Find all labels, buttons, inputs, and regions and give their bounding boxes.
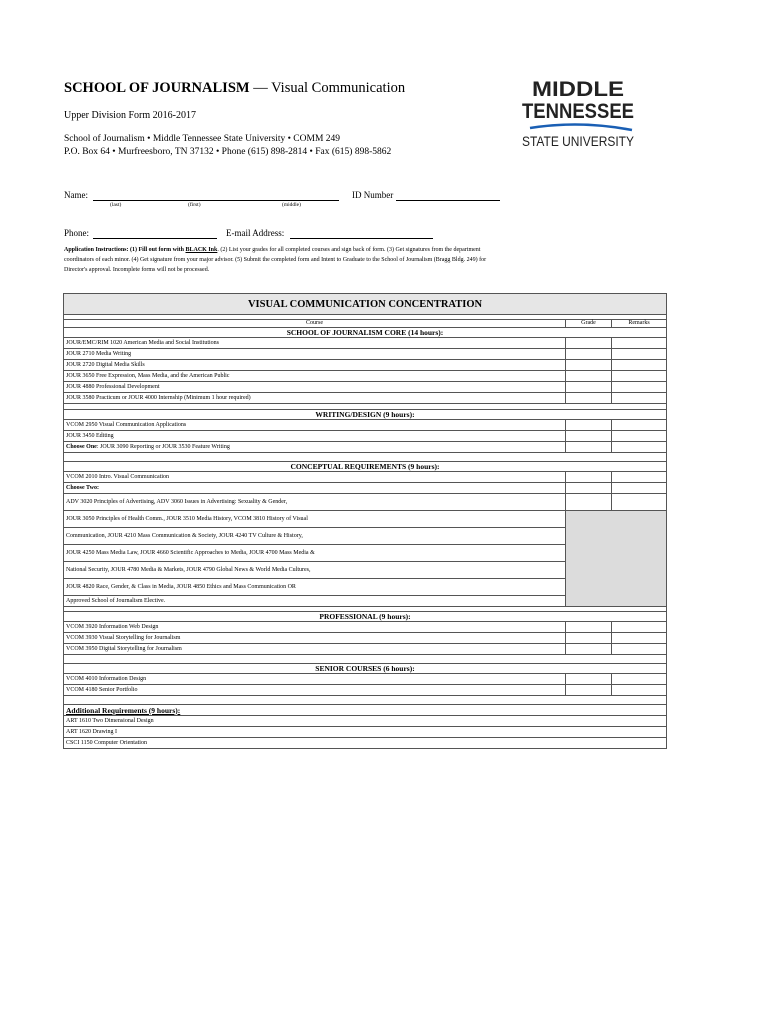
table-row: JOUR 3580 Practicum or JOUR 4000 Internship (Minimum 1 hour required): [64, 393, 667, 404]
table-row: CSCI 1150 Computer Orientation: [64, 738, 667, 749]
grade-cell[interactable]: [566, 360, 612, 371]
table-heading: VISUAL COMMUNICATION CONCENTRATION: [64, 294, 667, 315]
grade-cell[interactable]: [566, 633, 612, 644]
name-first-hint: (first): [188, 202, 201, 208]
remarks-cell[interactable]: [612, 633, 667, 644]
email-field[interactable]: [290, 238, 433, 239]
table-row: VCOM 3930 Visual Storytelling for Journalism: [64, 633, 667, 644]
section-additional-title: Additional Requirements (9 hours):: [64, 705, 667, 716]
grade-cell[interactable]: [566, 494, 612, 511]
choose-two-label: Choose Two:: [64, 483, 566, 494]
remarks-cell[interactable]: [612, 431, 667, 442]
remarks-cell[interactable]: [612, 382, 667, 393]
black-ink-emphasis: BLACK Ink: [185, 247, 218, 253]
table-row: JOUR 2720 Digital Media Skills: [64, 360, 667, 371]
grade-cell[interactable]: [566, 685, 612, 696]
course-table: [63, 293, 666, 749]
grade-cell[interactable]: [566, 431, 612, 442]
remarks-cell[interactable]: [612, 360, 667, 371]
table-row: JOUR 4880 Professional Development: [64, 382, 667, 393]
table-row: National Security, JOUR 4780 Media & Markets, JOUR 4790 Global News & World Media Cultures,: [64, 562, 667, 579]
table-row: JOUR 2710 Media Writing: [64, 349, 667, 360]
section-professional-title: PROFESSIONAL (9 hours):: [64, 612, 667, 622]
table-row: ART 1610 Two Dimensional Design: [64, 716, 667, 727]
grade-cell[interactable]: [566, 393, 612, 404]
grade-cell[interactable]: [566, 644, 612, 655]
remarks-cell[interactable]: [612, 442, 667, 453]
table-row: JOUR 3450 Editing: [64, 431, 667, 442]
address-line-2: P.O. Box 64 • Murfreesboro, TN 37132 • Phone (615) 898-2814 • Fax (615) 898-5862: [64, 147, 392, 157]
remarks-cell[interactable]: [612, 420, 667, 431]
remarks-cell[interactable]: [612, 685, 667, 696]
table-row: Communication, JOUR 4210 Mass Communication & Society, JOUR 4240 TV Culture & History,: [64, 528, 667, 545]
table-row: Approved School of Journalism Elective.: [64, 596, 667, 607]
grade-cell[interactable]: [566, 420, 612, 431]
section-conceptual-title: CONCEPTUAL REQUIREMENTS (9 hours):: [64, 462, 667, 472]
logo-swoosh: [530, 124, 632, 130]
section-writing-title: WRITING/DESIGN (9 hours):: [64, 410, 667, 420]
instructions-bold: Application Instructions: (1) Fill out form with: [64, 247, 186, 253]
name-middle-hint: (middle): [282, 202, 301, 208]
remarks-cell[interactable]: [612, 674, 667, 685]
id-number-label: ID Number: [352, 190, 394, 200]
table-row: VCOM 3950 Digital Storytelling for Journalism: [64, 644, 667, 655]
table-row: [64, 442, 667, 453]
mtsu-logo: [520, 76, 636, 152]
col-remarks: Remarks: [612, 320, 667, 328]
table-row: [64, 483, 667, 494]
section-senior-title: SENIOR COURSES (6 hours):: [64, 664, 667, 674]
table-row: JOUR 4820 Race, Gender, & Class in Media, JOUR 4850 Ethics and Mass Communication OR: [64, 579, 667, 596]
name-field[interactable]: [93, 200, 339, 201]
table-row: JOUR 4250 Mass Media Law, JOUR 4660 Scientific Approaches to Media, JOUR 4700 Mass Media &: [64, 545, 667, 562]
grade-cell[interactable]: [566, 622, 612, 633]
name-label: Name:: [64, 190, 88, 200]
grade-cell[interactable]: [566, 371, 612, 382]
page-title: [64, 80, 405, 97]
name-last-hint: (last): [110, 202, 122, 208]
table-row: ART 1620 Drawing I: [64, 727, 667, 738]
remarks-cell[interactable]: [612, 393, 667, 404]
grade-cell[interactable]: [566, 674, 612, 685]
logo-line-1: MIDDLE: [532, 78, 624, 101]
phone-label: Phone:: [64, 228, 90, 238]
remarks-cell[interactable]: [612, 371, 667, 382]
title-bold: SCHOOL OF JOURNALISM: [64, 80, 250, 96]
remarks-cell[interactable]: [612, 494, 667, 511]
form-subtitle: Upper Division Form 2016-2017: [64, 110, 196, 121]
table-row: ADV 3020 Principles of Advertising, ADV 3060 Issues in Advertising: Sexuality & Gender,: [64, 494, 667, 511]
remarks-cell[interactable]: [612, 644, 667, 655]
remarks-cell[interactable]: [612, 349, 667, 360]
email-label: E-mail Address:: [226, 228, 285, 238]
remarks-cell[interactable]: [612, 472, 667, 483]
grade-cell[interactable]: [566, 382, 612, 393]
instructions-rest: . (2) List your grades for all completed courses and sign back of form. (3) Get signatures from the department coordinators of each minor. (4) Get signature from your major advisor. (5) Submit the completed form and Intent to Graduate to the School of Journalism (Bragg Bldg. 249) for Director's approval. Incomplete forms will not be processed.: [64, 247, 487, 273]
grade-cell[interactable]: [566, 349, 612, 360]
table-row: VCOM 3920 Information Web Design: [64, 622, 667, 633]
application-instructions: [64, 245, 504, 275]
choose-one-label: Choose One: [66, 443, 97, 450]
logo-line-3: STATE UNIVERSITY: [522, 134, 634, 149]
logo-line-2: TENNESSEE: [522, 100, 634, 123]
id-number-field[interactable]: [396, 200, 500, 201]
table-row: VCOM 4010 Information Design: [64, 674, 667, 685]
choose-one-options: : JOUR 3090 Reporting or JOUR 3530 Feature Writing: [96, 443, 230, 450]
phone-field[interactable]: [93, 238, 217, 239]
grade-cell[interactable]: [566, 338, 612, 349]
table-row: JOUR 3050 Principles of Health Comm., JOUR 3510 Media History, VCOM 3810 History of Visual: [64, 511, 667, 528]
col-grade: Grade: [566, 320, 612, 328]
remarks-cell[interactable]: [612, 338, 667, 349]
remarks-cell[interactable]: [612, 622, 667, 633]
grade-cell[interactable]: [566, 472, 612, 483]
col-course: Course: [64, 320, 566, 328]
gray-shaded-area: [566, 511, 667, 607]
title-rest: — Visual Communication: [249, 80, 406, 96]
table-row: JOUR/EMC/RIM 1020 American Media and Social Institutions: [64, 338, 667, 349]
table-row: VCOM 4180 Senior Portfolio: [64, 685, 667, 696]
grade-cell[interactable]: [566, 442, 612, 453]
table-row: JOUR 3650 Free Expression, Mass Media, and the American Public: [64, 371, 667, 382]
table-row: VCOM 2010 Intro. Visual Communication: [64, 472, 667, 483]
table-row: VCOM 2950 Visual Communication Applications: [64, 420, 667, 431]
section-core-title: SCHOOL OF JOURNALISM CORE (14 hours):: [64, 328, 667, 338]
address-line-1: School of Journalism • Middle Tennessee State University • COMM 249: [64, 134, 341, 144]
